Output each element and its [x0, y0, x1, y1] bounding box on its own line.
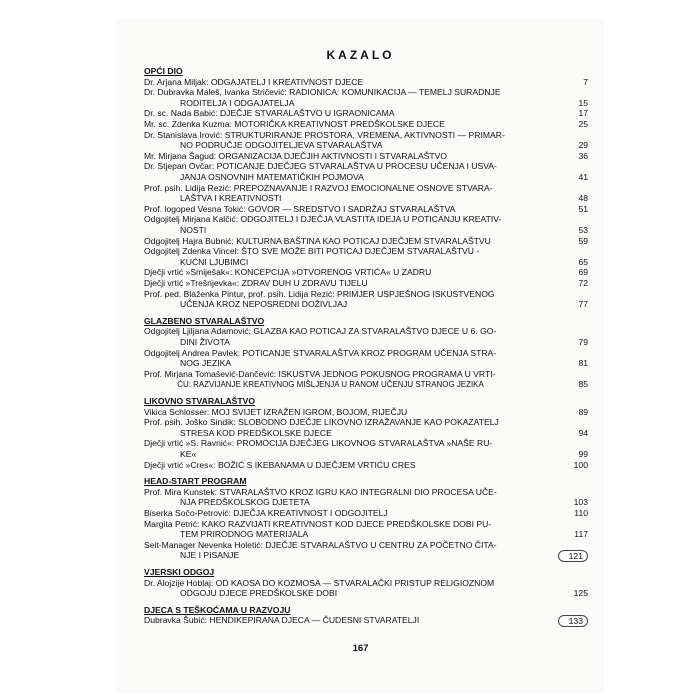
- toc-page-number: 99: [578, 449, 588, 459]
- toc-page-number: 69: [578, 267, 588, 278]
- toc-entry: Dr. Alojzije Hoblaj: OD KAOSA DO KOZMOSA — STVARALAČKI PRISTUP RELIGIOZNOM: [144, 577, 495, 588]
- toc-entry: RODITELJA I ODGAJATELJA: [180, 97, 295, 108]
- section-heading: VJERSKI ODGOJ: [144, 567, 215, 577]
- toc-entry: NJE I PISANJE: [180, 550, 240, 561]
- toc-entry: Seit-Manager Nevenka Holetić: DJEČJE STVARALAŠTVO U CENTRU ZA POČETNO ČITA-: [144, 539, 497, 550]
- toc-entry: STRESA KOD PREDŠKOLSKE DJECE: [180, 427, 332, 438]
- section-heading: LIKOVNO STVARALAŠTVO: [144, 396, 256, 406]
- toc-page-number: 41: [578, 172, 588, 182]
- toc-entry: Odgojitelj Andrea Pavlek: POTICANJE STVARALAŠTVA KROZ PROGRAM UČENJA STRA-: [144, 347, 497, 358]
- toc-page-number: 25: [578, 119, 588, 129]
- toc-entry: ODGOJU DJECE PREDŠKOLSKE DOBI: [180, 588, 338, 599]
- toc-entry: Dječji vrtić »Trešnjevka«: ZDRAV DUH U ZDRAVU TIJELU: [144, 278, 368, 288]
- toc-entry: TEM PRIRODNOG MATERIJALA: [180, 529, 309, 540]
- toc-page-number: 65: [578, 256, 588, 267]
- toc-page-number: 81: [578, 358, 588, 369]
- toc-page-number: 29: [578, 140, 588, 151]
- toc-entry: Vikica Schlosser: MOJ SVIJET IZRAŽEN IGROM, BOJOM, RIJEČJU: [144, 406, 408, 417]
- toc-entry: Odgojitelj Zdenka Vincel: ŠTO SVE MOŽE BITI POTICAJ DJEČJEM STVARALAŠTVU -: [144, 246, 480, 257]
- toc-entry: Dr. Dubravka Maleš, Ivanka Stričević: RADIONICA: KOMUNIKACIJA — TEMELJ SURADNJE: [144, 87, 501, 98]
- toc-entry: Mr. Mirjana Šagud: ORGANIZACIJA DJEČJIH AKTIVNOSTI I STVARALAŠTVO: [144, 150, 448, 161]
- toc-page-number: 79: [578, 337, 588, 347]
- toc-entry: Odgojitelj Ljiljana Adamović: GLAZBA KAO POTICAJ ZA STVARALAŠTVO DJECE U 6. GO-: [144, 326, 497, 337]
- toc-entry: Biserka Sočo-Petrović: DJEČJA KREATIVNOST I ODGOJITELJ: [144, 508, 388, 518]
- toc-entry: Prof. logoped Vesna Tokić: GOVOR — SREDSTVO I SADRŽAJ STVARALAŠTVA: [144, 203, 456, 214]
- toc-entry: KUĆNI LJUBIMCI: [180, 256, 249, 267]
- toc-entry: JANJA OSNOVNIH MATEMATIČKIH POJMOVA: [180, 172, 364, 182]
- toc-entry: Dubravka Šubić: HENDIKEPIRANA DJECA — ČUDESNI STVARATELJI: [144, 615, 420, 626]
- toc-entry: Prof. Mirjana Tomašević-Dančević: ISKUSTVA JEDNOG POKUSNOG PROGRAMA U VRTI-: [144, 368, 496, 379]
- toc-page-number: 117: [574, 529, 588, 540]
- toc-entry: KE«: [180, 449, 197, 459]
- toc-entry: Prof. ped. Blaženka Pintur, prof. psih. Lidija Rezić: PRIMJER USPJEŠNOG ISKUSTVENOG: [144, 288, 495, 299]
- toc-page-number: 103: [573, 497, 588, 508]
- toc-page-number: 7: [583, 76, 588, 87]
- toc-entry: NO PODRUČJE ODGOJITELJEVA STVARALAŠTVA: [180, 140, 383, 151]
- toc-entry: Odgojitelj Mirjana Kalčić: ODGOJITELJ I DJEČJA VLASTITA IDEJA U POTICANJU KREATIV-: [144, 214, 502, 225]
- toc-entry: Dječji vrtić »S. Ravnić«: PROMOCIJA DJEČJEG LIKOVNOG STVARALAŠTVA »NAŠE RU-: [144, 438, 493, 449]
- toc-page-number: 59: [578, 235, 588, 246]
- section-heading: DJECA S TEŠKOĆAMA U RAZVOJU: [144, 604, 291, 615]
- toc-page-number: 72: [578, 278, 588, 288]
- toc-entry: DINI ŽIVOTA: [180, 337, 230, 347]
- toc-entry: LAŠTVA I KREATIVNOSTI: [180, 193, 282, 204]
- toc-entry: Dr. Arjana Miljak: ODGAJATELJ I KREATIVNOST DJECE: [144, 76, 364, 87]
- toc-entry: Prof. psih. Lidija Rezić: PREPOZNAVANJE I RAZVOJ EMOCIONALNE OSNOVE STVARA-: [144, 182, 493, 193]
- toc-entry: Dječji vrtić »Smiješak«: KONCEPCIJA »OTVORENOG VRTIĆA« U ZADRU: [144, 267, 432, 278]
- toc-page-number: 94: [578, 427, 588, 438]
- toc-entry: NJA PREDŠKOLSKOG DJETETA: [180, 497, 310, 508]
- toc-entry: Dječji vrtić »Cres«: BOŽIĆ S IKEBANAMA U DJEČJEM VRTIĆU CRES: [144, 459, 416, 470]
- toc-entry: Dr. Stanislava Irović: STRUKTURIRANJE PROSTORA, VREMENA, AKTIVNOSTI — PRIMAR-: [144, 129, 505, 140]
- toc-page-number: 89: [578, 406, 588, 417]
- toc-page-number: 85: [578, 379, 588, 390]
- toc-entry: Prof. Mira Kunstek: STVARALAŠTVO KROZ IGRU KAO INTEGRALNI DIO PROCESA UČE-: [144, 486, 497, 497]
- page-title: KAZALO: [326, 48, 395, 62]
- document-page: [118, 20, 603, 692]
- toc-page-number: 110: [574, 508, 588, 518]
- toc-entry: Mr. sc. Zdenka Kuzma: MOTORIČKA KREATIVNOST PREDŠKOLSKE DJECE: [144, 119, 445, 129]
- toc-entry: Margita Petrić: KAKO RAZVIJATI KREATIVNOST KOD DJECE PREDŠKOLSKE DOBI PU-: [144, 518, 492, 529]
- toc-entry: ĆU: RAZVIJANJE KREATIVNOG MIŠLJENJA U RANOM UČENJU STRANOG JEZIKA: [177, 379, 484, 390]
- toc-page-number: 15: [578, 97, 588, 108]
- toc-entry: NOSTI: [180, 225, 207, 235]
- toc-page-number: 133: [558, 615, 588, 627]
- section-heading: GLAZBENO STVARALAŠTVO: [144, 315, 265, 326]
- toc-entry: Dr. sc. Nada Babić: DJEČJE STVARALAŠTVO U IGRAONICAMA: [144, 108, 395, 119]
- toc-page-number: 53: [578, 225, 588, 235]
- toc-page-number: 77: [578, 299, 588, 310]
- section-heading: HEAD-START PROGRAM: [144, 476, 247, 487]
- toc-entry: NOG JEZIKA: [180, 358, 232, 369]
- page-number: 167: [352, 643, 369, 654]
- toc-page-number: 51: [578, 203, 588, 214]
- toc-entry: UČENJA KROZ NEPOSREDNI DOŽIVLJAJ: [180, 299, 348, 310]
- toc-entry: Prof. psih. Joško Sindik: SLOBODNO DJEČJE LIKOVNO IZRAŽAVANJE KAO POKAZATELJ: [144, 417, 499, 428]
- toc-page-number: 121: [558, 550, 588, 562]
- toc-page-number: 125: [573, 588, 588, 599]
- section-heading: OPĆI DIO: [144, 66, 183, 76]
- toc-entry: Dr. Stjepan Ovčar: POTICANJE DJEČJEG STVARALAŠTVA U PROCESU UČENJA I USVA-: [144, 161, 497, 172]
- toc-page-number: 17: [578, 108, 588, 119]
- toc-page-number: 48: [578, 193, 588, 204]
- toc-entry: Odgojitelj Hajra Bubnić: KULTURNA BAŠTINA KAO POTICAJ DJEČJEM STVARALAŠTVU: [144, 235, 491, 246]
- toc-page-number: 100: [573, 459, 588, 470]
- toc-page-number: 36: [578, 150, 588, 161]
